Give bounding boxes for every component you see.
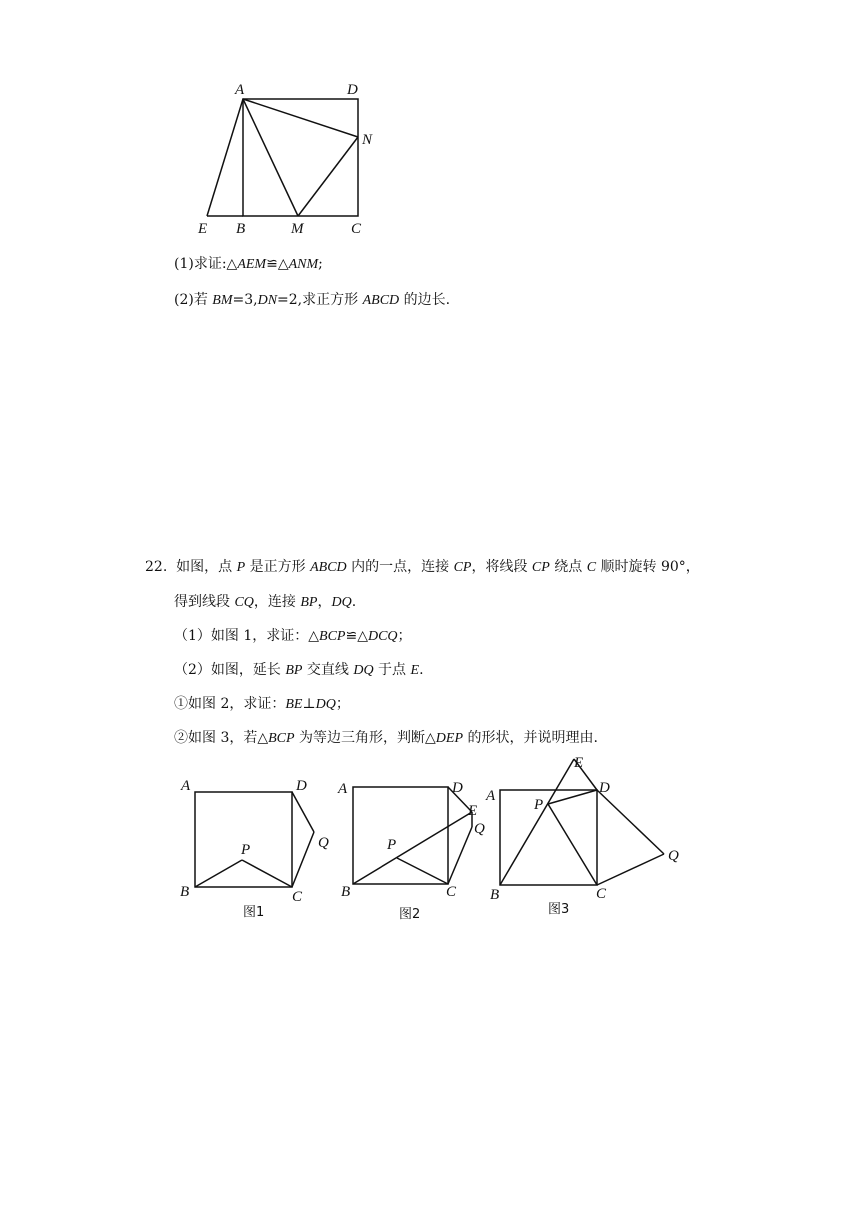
q22-line3 (174, 626, 412, 647)
segment-dq (597, 790, 664, 854)
text: 是正方形 (245, 559, 311, 575)
segment-dq (292, 792, 314, 832)
text: . (351, 594, 357, 610)
q22-figure-3 (480, 752, 695, 920)
text: （2）如图，延长 (174, 662, 286, 678)
segment-pc (397, 858, 448, 884)
math: AEM (237, 257, 267, 272)
q21-part1 (174, 254, 323, 275)
text: 的形状，并说明理由. (463, 730, 598, 746)
segment-an (243, 99, 358, 137)
text: ， (317, 594, 332, 610)
text: 的边长. (399, 292, 451, 308)
math: BE (285, 697, 303, 712)
text: 交直线 (302, 662, 354, 678)
text: (2)若 (174, 292, 213, 308)
math: BP (285, 663, 303, 678)
label-d: D (599, 780, 610, 796)
figure-caption: 图3 (548, 902, 570, 917)
text: ，将线段 (471, 559, 532, 575)
segment-pc (242, 860, 292, 887)
label-d: D (296, 778, 307, 794)
math: BCP (268, 731, 295, 746)
text: (1)求证:△ (174, 256, 238, 272)
math: DQ (315, 697, 336, 712)
label-a: A (338, 781, 348, 797)
label-m: M (291, 221, 304, 237)
label-a: A (181, 778, 191, 794)
math: CP (531, 560, 550, 575)
text: 绕点 (549, 559, 587, 575)
math: BP (300, 595, 318, 610)
text: ≌△ (345, 628, 368, 644)
segment-am (243, 99, 298, 216)
label-q: Q (474, 821, 485, 837)
math: BM (212, 293, 233, 308)
q22-line1 (145, 557, 700, 578)
text: =3, (232, 292, 258, 308)
math: DQ (331, 595, 352, 610)
text: 得到线段 (174, 594, 235, 610)
label-d: D (452, 780, 463, 796)
math: DCQ (367, 629, 398, 644)
math: DN (257, 293, 278, 308)
math: DEP (435, 731, 464, 746)
label-c: C (292, 889, 303, 905)
q22-line2 (174, 592, 356, 613)
q22-line5 (174, 694, 350, 715)
math: CQ (234, 595, 254, 610)
text: 于点 (373, 662, 411, 678)
square-abcd (195, 792, 292, 887)
segment-mn (298, 137, 358, 216)
text: （1）如图 1，求证：△ (174, 628, 320, 644)
figure-caption: 图1 (243, 905, 265, 920)
text: 为等边三角形，判断△ (294, 730, 436, 746)
text: =2,求正方形 (277, 292, 363, 308)
text: ①如图 2，求证： (174, 696, 286, 712)
label-q: Q (318, 835, 329, 851)
math: P (236, 560, 246, 575)
segment-qc (597, 854, 664, 885)
segment-be (353, 812, 472, 884)
label-a: A (235, 82, 245, 98)
label-b: B (180, 884, 190, 900)
text: 内的一点，连接 (346, 559, 454, 575)
label-n: N (362, 132, 373, 148)
math: ABCD (362, 293, 400, 308)
label-p: P (534, 797, 544, 813)
math: ABCD (310, 560, 347, 575)
label-p: P (241, 842, 251, 858)
perpendicular-symbol: ⊥ (302, 696, 316, 712)
math: CP (453, 560, 472, 575)
text: 顺时旋转 90°， (596, 559, 700, 575)
segment-bp (195, 860, 242, 887)
q21-part2 (174, 290, 450, 311)
label-b: B (490, 887, 500, 903)
text: . (419, 662, 424, 678)
q22-figure-1 (170, 770, 345, 920)
text: ②如图 3，若△ (174, 730, 269, 746)
text: 如图，点 (176, 559, 237, 575)
q21-figure (190, 75, 390, 240)
label-c: C (351, 221, 362, 237)
math: ANM (288, 257, 319, 272)
label-q: Q (668, 848, 679, 864)
segment-pc (548, 804, 597, 885)
text: ； (397, 628, 412, 644)
text: ，连接 (253, 594, 301, 610)
label-d: D (347, 82, 358, 98)
label-a: A (486, 788, 496, 804)
label-b: B (341, 884, 351, 900)
question-number: 22. (145, 559, 168, 575)
math: C (586, 560, 597, 575)
label-p: P (387, 837, 397, 853)
math: DQ (353, 663, 374, 678)
label-c: C (596, 886, 607, 902)
label-c: C (446, 884, 457, 900)
q22-line4 (174, 660, 424, 681)
segment-qc (448, 827, 472, 884)
text: ; (318, 256, 323, 272)
segment-be (500, 759, 574, 885)
math: E (410, 663, 420, 678)
label-b: B (236, 221, 246, 237)
label-e: E (198, 221, 208, 237)
segment-ae (207, 99, 243, 216)
label-e: E (574, 755, 584, 771)
text: ≌△ (266, 256, 289, 272)
q22-figure-2 (335, 770, 500, 930)
text: ； (335, 696, 350, 712)
label-e: E (468, 803, 478, 819)
figure-caption: 图2 (399, 907, 421, 922)
segment-qc (292, 832, 314, 887)
q22-line6 (174, 728, 598, 749)
math: BCP (319, 629, 346, 644)
square-abcd (243, 99, 358, 216)
